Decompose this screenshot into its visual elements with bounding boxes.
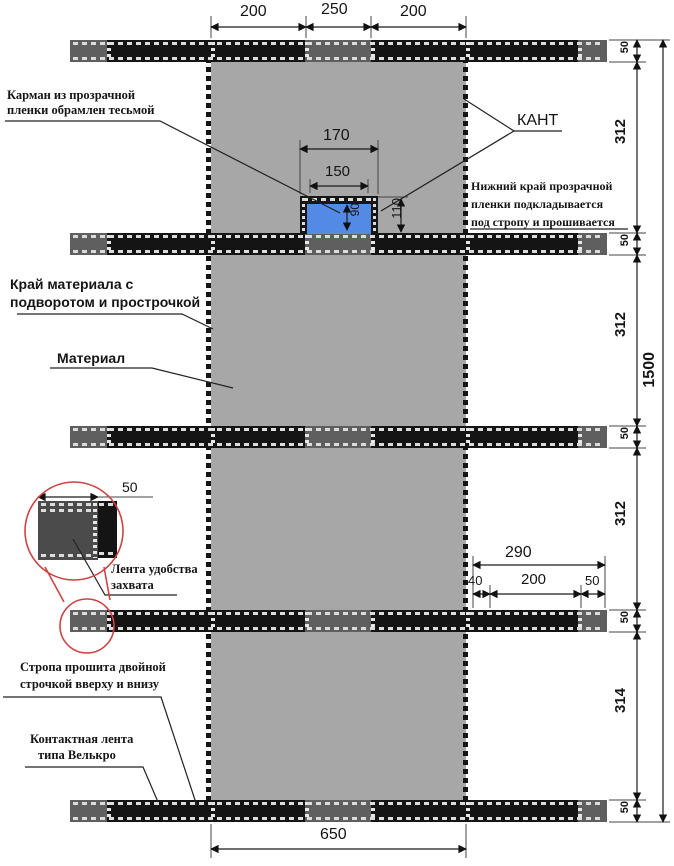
dim-chain-314: 314 xyxy=(612,688,629,714)
pocket-right-stitch xyxy=(373,198,376,232)
strap-row-4 xyxy=(70,610,607,632)
dim-grip-detail: 50 xyxy=(122,479,138,495)
pocket-top-stitch xyxy=(303,198,375,201)
dim-chain-312-3: 312 xyxy=(612,501,629,527)
dim-chain-50-5: 50 xyxy=(619,801,631,814)
dim-chain-50-2: 50 xyxy=(619,234,631,247)
detail-strap-piece xyxy=(98,501,117,558)
dim-overall-height: 1500 xyxy=(641,352,658,388)
dim-top-right: 200 xyxy=(400,3,427,20)
dim-grip-a: 40 xyxy=(468,573,483,588)
label-pocket-callout: Карман из прозрачной пленки обрамлен тесьмой xyxy=(7,88,155,117)
strap-row-5 xyxy=(70,800,607,822)
dim-pocket-side-height: 110 xyxy=(389,198,404,219)
dim-chain-50-4: 50 xyxy=(619,611,631,624)
dim-grip-c: 50 xyxy=(585,573,600,588)
dim-chain-50-3: 50 xyxy=(619,427,631,440)
pocket xyxy=(300,196,378,234)
pocket-left-stitch xyxy=(302,198,305,232)
dim-grip-b: 200 xyxy=(521,571,547,588)
dim-pocket-inner-width: 150 xyxy=(325,163,351,180)
label-material-edge: Край материала с подворотом и прострочкой xyxy=(10,276,201,310)
strap-row-2 xyxy=(70,233,607,255)
label-sling-stitching: Стропа прошита двойной строчкой вверху и внизу xyxy=(20,660,166,691)
detail-grip-tape xyxy=(38,501,98,560)
dim-chain-312-2: 312 xyxy=(612,312,629,338)
strap-row-3 xyxy=(70,426,607,448)
label-film-lower-edge: Нижний край прозрачной пленки подкладывается под стропу и прошивается xyxy=(471,179,615,229)
dim-chain-50-1: 50 xyxy=(619,41,631,54)
dim-pocket-outer-width: 170 xyxy=(323,127,350,144)
label-grip-tape: Лента удобства захвата xyxy=(111,562,198,592)
strap-row-1 xyxy=(70,40,607,62)
label-velcro-tape: Контактная лента типа Велькро xyxy=(30,732,134,762)
label-material: Материал xyxy=(57,350,126,366)
dim-pocket-inner-height: 90 xyxy=(348,203,362,217)
dim-grip-total: 290 xyxy=(505,544,532,561)
dim-top-left: 200 xyxy=(240,3,267,20)
dim-top-mid: 250 xyxy=(321,1,348,18)
dim-chain-312-1: 312 xyxy=(612,119,629,145)
label-kant: КАНТ xyxy=(517,112,559,129)
dim-bottom-width: 650 xyxy=(320,826,347,843)
